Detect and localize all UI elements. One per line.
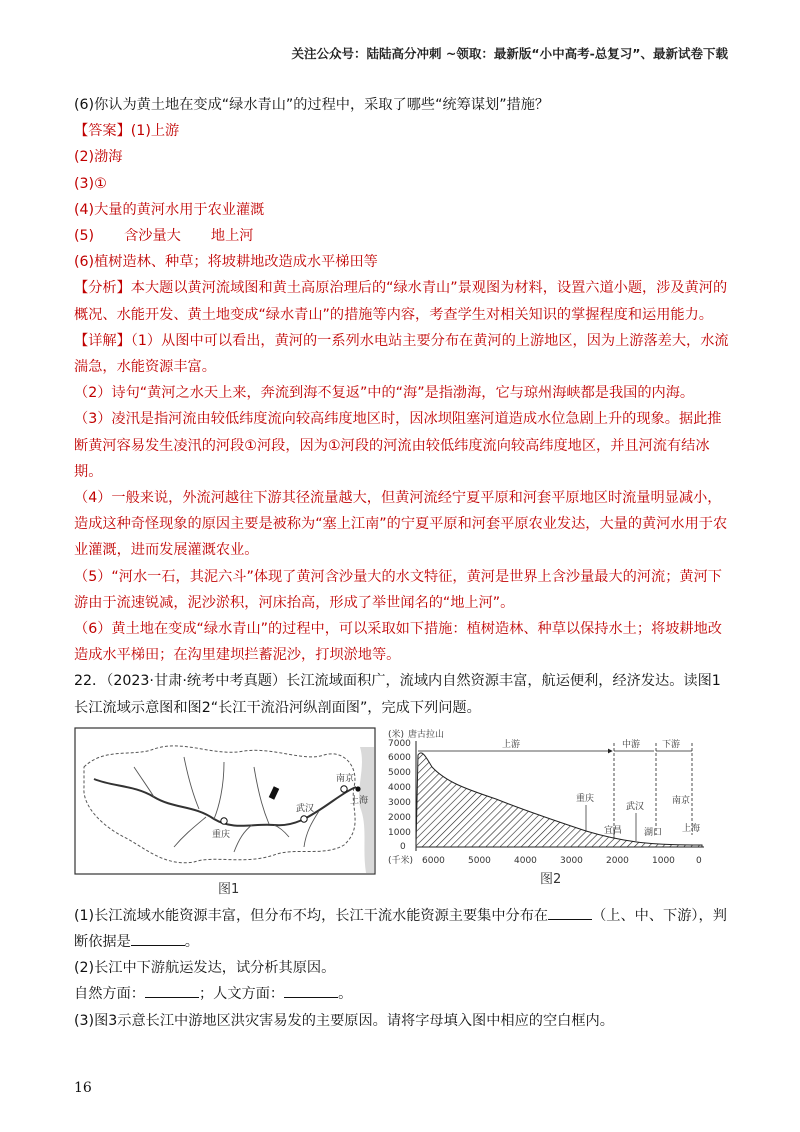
page-content xyxy=(74,92,734,1034)
question-22-1: (1)长江流域水能资源丰富，但分布不均，长江干流水能资源主要集中分布在 （上、中、下游），判断依据是 。 xyxy=(74,903,734,955)
svg-text:武汉: 武汉 xyxy=(626,801,645,812)
svg-text:上海: 上海 xyxy=(682,823,701,834)
svg-text:0: 0 xyxy=(400,841,406,852)
svg-text:重庆: 重庆 xyxy=(576,793,595,804)
question-6: (6)你认为黄土地在变成“绿水青山”的过程中，采取了哪些“统筹谋划”措施？ xyxy=(74,97,550,113)
answer-3: (3)① xyxy=(74,175,107,192)
map-label-shanghai: 上海 xyxy=(350,795,369,806)
figure-2-caption: 图2 xyxy=(540,871,562,887)
question-22-2-blanks: 自然方面： ；人文方面： 。 xyxy=(74,981,734,1007)
answer-blank[interactable] xyxy=(548,905,592,920)
svg-text:0: 0 xyxy=(696,855,702,866)
section-upper: 上游 xyxy=(502,739,521,750)
detail-2: （2）诗句“黄河之水天上来，奔流到海不复返”中的“海”是指渤海，它与琼州海峡都是我国的内海。 xyxy=(74,385,695,402)
svg-text:3000: 3000 xyxy=(560,855,583,866)
answer-4: (4)大量的黄河水用于农业灌溉 xyxy=(74,201,265,218)
profile-y-ticks xyxy=(388,739,411,852)
figures xyxy=(74,727,734,895)
yangtze-basin-map xyxy=(74,727,384,877)
answer-tag: 【答案】 xyxy=(74,123,131,140)
map-label-nanjing: 南京 xyxy=(336,773,355,784)
question-22-2: (2)长江中下游航运发达，试分析其原因。 xyxy=(74,960,336,977)
answer-blank[interactable] xyxy=(284,983,338,998)
answer-1: 【答案】(1)上游 xyxy=(74,123,180,140)
answer-6: (6)植树造林、种草；将坡耕地改造成水平梯田等 xyxy=(74,254,378,271)
analysis: 【分析】本大题以黄河流域图和黄土高原治理后的“绿水青山”景观图为材料，设置六道小题，涉及黄河的概况、水能开发、黄土地变成“绿水青山”的措施等内容，考查学生对相关知识的掌握程度和运用能力。 xyxy=(74,280,728,323)
map-label-chongqing: 重庆 xyxy=(212,829,231,840)
svg-text:6000: 6000 xyxy=(388,752,411,763)
svg-text:1000: 1000 xyxy=(388,827,411,838)
answer-5: (5) 含沙量大 地上河 xyxy=(74,228,254,245)
svg-text:南京: 南京 xyxy=(672,795,691,806)
svg-text:4000: 4000 xyxy=(388,782,411,793)
map-label-wuhan: 武汉 xyxy=(296,803,315,814)
answer-2: (2)渤海 xyxy=(74,149,123,166)
analysis-tag: 【分析】 xyxy=(74,280,131,297)
detail-1: 【详解】（1）从图中可以看出，黄河的一系列水电站主要分布在黄河的上游地区，因为上游落差大，水流湍急，水能资源丰富。 xyxy=(74,332,729,376)
svg-text:湖口: 湖口 xyxy=(644,827,663,838)
svg-text:宜昌: 宜昌 xyxy=(604,825,623,836)
answer-blank[interactable] xyxy=(145,983,199,998)
detail-4: （4）一般来说，外流河越往下游其径流量越大，但黄河流经宁夏平原和河套平原地区时流量明显减小，造成这种奇怪现象的原因主要是被称为“塞上江南”的宁夏平原和河套平原农业发达，大量的黄河水用于农业灌溉，进而发展灌溉农业。 xyxy=(74,490,728,559)
section-lower: 下游 xyxy=(662,739,681,750)
detail-6: （6）黄土地在变成“绿水青山”的过程中，可以采取如下措施：植树造林、种草以保持水土；将坡耕地改造成水平梯田；在沟里建坝拦蓄泥沙，打坝淤地等。 xyxy=(74,621,722,664)
profile-y-unit: (米) xyxy=(388,729,405,740)
question-22-intro: 22．（2023·甘肃·统考中考真题）长江流域面积广，流域内自然资源丰富，航运便利，经济发达。读图1长江流域示意图和图2“长江干流沿河纵剖面图”，完成下列问题。 xyxy=(74,673,721,716)
svg-text:2000: 2000 xyxy=(388,812,411,823)
section-middle: 中游 xyxy=(622,739,641,750)
svg-text:6000: 6000 xyxy=(422,855,445,866)
page-number: 16 xyxy=(74,1080,92,1096)
svg-text:1000: 1000 xyxy=(652,855,675,866)
detail-tag: 【详解】 xyxy=(74,332,131,349)
yangtze-profile xyxy=(386,727,720,877)
svg-text:4000: 4000 xyxy=(514,855,537,866)
svg-text:3000: 3000 xyxy=(388,797,411,808)
profile-x-ticks xyxy=(422,856,702,866)
svg-text:7000: 7000 xyxy=(388,738,411,749)
svg-text:5000: 5000 xyxy=(388,767,411,778)
profile-x-unit: (千米) xyxy=(388,855,414,866)
answer-blank[interactable] xyxy=(131,931,185,946)
figure-1-caption: 图1 xyxy=(218,881,240,897)
profile-peak-label: 唐古拉山 xyxy=(408,729,445,740)
detail-3: （3）凌汛是指河流由较低纬度流向较高纬度地区时，因冰坝阻塞河道造成水位急剧上升的现象。据此推断黄河容易发生凌汛的河段①河段，因为①河段的河流由较低纬度流向较高纬度地区，并且河流有结冰期。 xyxy=(74,411,722,480)
page-header: 关注公众号：陆陆高分冲刺 ~领取：最新版“小中高考-总复习”、最新试卷下载 xyxy=(291,46,728,61)
svg-text:5000: 5000 xyxy=(468,855,491,866)
detail-5: （5）“河水一石，其泥六斗”体现了黄河含沙量大的水文特征，黄河是世界上含沙量最大的河流；黄河下游由于流速锐减，泥沙淤积，河床抬高，形成了举世闻名的“地上河”。 xyxy=(74,568,722,611)
question-22-3: (3)图3示意长江中游地区洪灾害易发的主要原因。请将字母填入图中相应的空白框内。 xyxy=(74,1012,614,1029)
svg-text:2000: 2000 xyxy=(606,855,629,866)
